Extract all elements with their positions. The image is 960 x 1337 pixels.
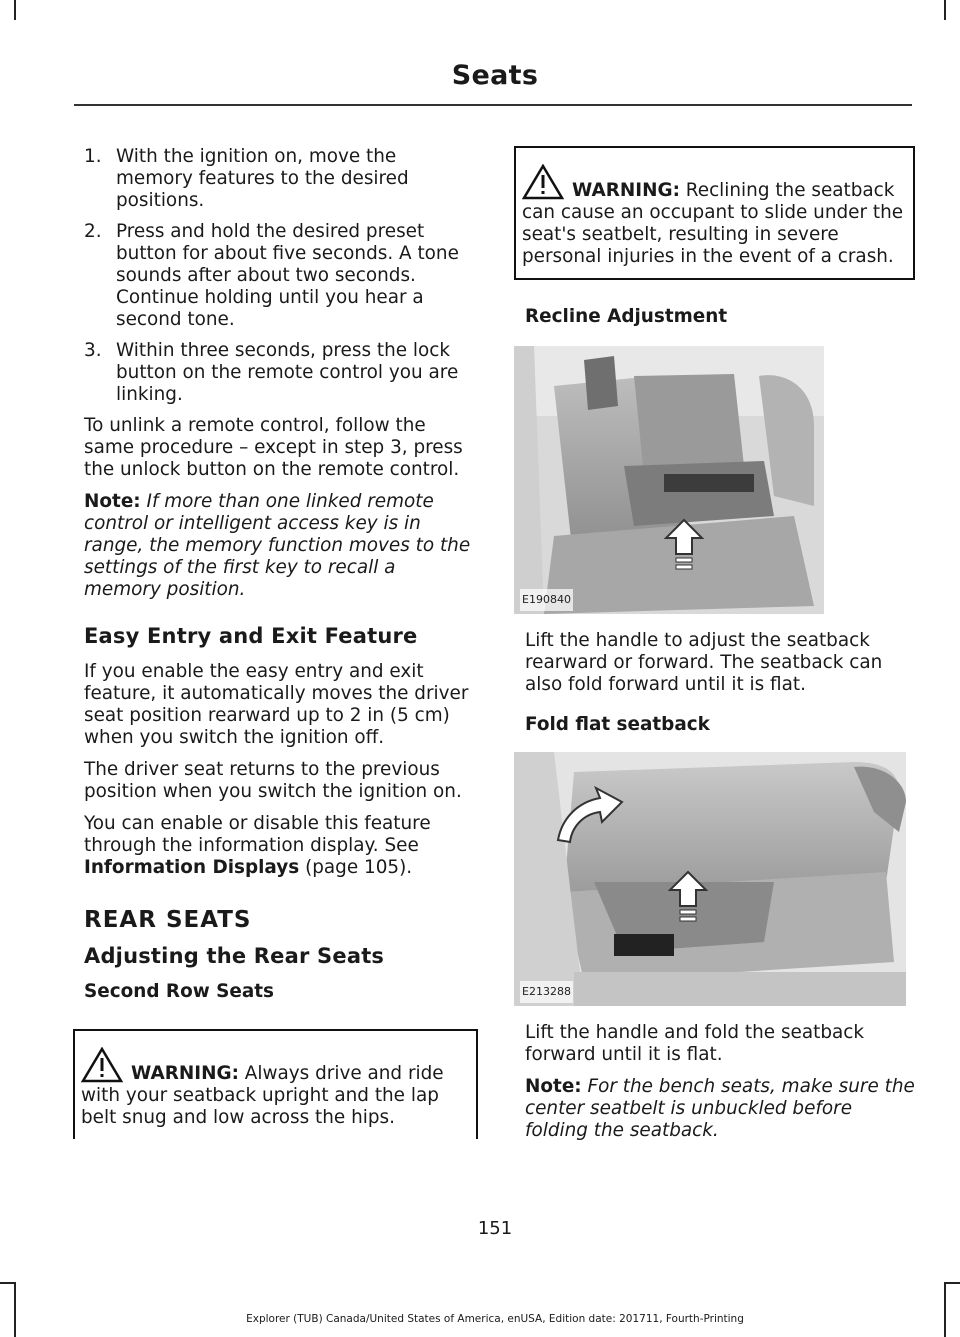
easy-entry-heading: Easy Entry and Exit Feature [84,624,418,648]
lift-arrow-icon [668,870,708,928]
lift-arrow-icon [664,518,704,576]
warning-box-recline [514,146,915,280]
second-row-heading: Second Row Seats [84,981,274,1002]
easy-entry-paragraph-3 [62,813,478,879]
warning-box-upright [73,1029,478,1139]
memory-note [62,491,478,601]
warning-triangle-icon [522,164,564,200]
easy-entry-paragraph-1: If you enable the easy entry and exit feature, it automatically moves the driver seat position rearward up to 2 in (5 cm) when you switch the ignition off. [84,661,469,748]
crop-mark-top-right [944,0,946,20]
note-label: Note: [84,491,141,512]
crop-mark-bottom-left-h [0,1282,16,1284]
header-rule [74,104,912,106]
fold-arrow-icon [550,780,630,850]
step-text: Press and hold the desired preset button for about five seconds. A tone sounds after about two seconds. Continue holding until you hear a second tone. [116,221,459,330]
list-item [62,146,478,212]
figure-code: E213288 [520,981,573,1003]
note-text: For the bench seats, make sure the center seatbelt is unbuckled before folding the seatback. [525,1076,915,1141]
warning-label: WARNING: [572,180,680,201]
note-label: Note: [525,1076,582,1097]
warning-label: WARNING: [131,1063,239,1084]
unlink-paragraph: To unlink a remote control, follow the same procedure – except in step 3, press the unlock button on the remote control. [84,415,463,480]
warning-triangle-icon [81,1047,123,1083]
crop-mark-bottom-left [14,1282,16,1337]
warning-text [522,164,907,268]
crop-mark-top-left [14,0,16,20]
step-number: 3. [84,340,102,361]
footer-edition: Explorer (TUB) Canada/United States of America, enUSA, Edition date: 201711, Fourth-Printing [246,1313,744,1325]
page-reference: (page 105). [305,857,413,878]
note-text: If more than one linked remote control or intelligent access key is in range, the memory function moves to the settings of the first key to recall a memory position. [84,491,471,600]
list-item [62,340,478,406]
warning-body: Reclining the seatback can cause an occupant to slide under the seat's seatbelt, resulting in severe personal injuries in the event of a crash. [522,180,904,267]
rear-seats-heading: REAR SEATS [84,907,252,933]
memory-steps-list [62,146,478,406]
easy-entry-paragraph-2: The driver seat returns to the previous position when you switch the ignition on. [84,759,462,802]
list-item [62,221,478,331]
page-title: Seats [451,60,539,91]
step-text: Within three seconds, press the lock button on the remote control you are linking. [116,340,459,405]
figure-code: E190840 [520,589,573,611]
page-number: 151 [477,1218,513,1239]
bench-seat-note [503,1076,915,1142]
recline-heading: Recline Adjustment [525,306,728,327]
right-column [503,146,915,1152]
step-number: 1. [84,146,102,167]
recline-illustration [514,346,824,614]
left-column [62,146,478,1139]
fold-flat-illustration [514,752,906,1006]
recline-paragraph: Lift the handle to adjust the seatback rearward or forward. The seatback can also fold forward until it is flat. [525,630,883,695]
information-displays-link[interactable]: Information Displays [84,857,300,878]
step-number: 2. [84,221,102,242]
crop-mark-bottom-right-h [944,1282,960,1284]
adjusting-rear-seats-heading: Adjusting the Rear Seats [84,944,385,968]
fold-flat-heading: Fold flat seatback [525,714,710,735]
see-text: You can enable or disable this feature through the information display. See [84,813,431,856]
fold-paragraph: Lift the handle and fold the seatback forward until it is flat. [525,1022,865,1065]
warning-body: Always drive and ride with your seatback upright and the lap belt snug and low across the hips. [81,1063,444,1128]
step-text: With the ignition on, move the memory features to the desired positions. [116,146,409,211]
warning-text [81,1047,470,1129]
crop-mark-bottom-right [944,1282,946,1337]
